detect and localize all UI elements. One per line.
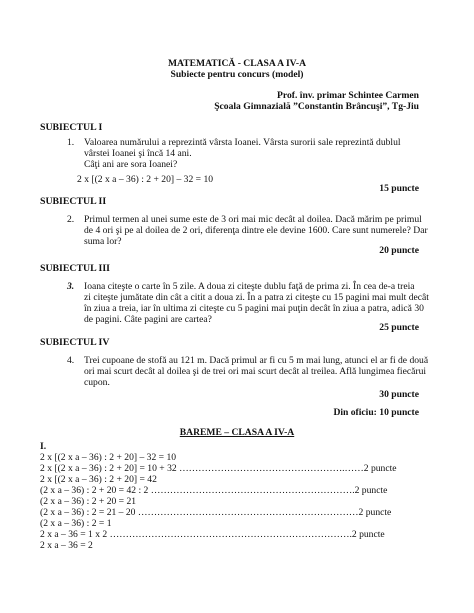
s1-number: 1. [67,137,75,148]
doc-title: MATEMATICĂ - CLASA A IV-A [167,58,307,69]
s3-line-4: de pagini. Câte pagini are cartea? [84,314,212,325]
school-line: Şcoala Gimnazială ”Constantin Brâncuşi”, Tg-Jiu [214,101,419,112]
bareme-line-2: 2 x [(2 x a – 36) : 2 + 20] = 10 + 32 …………………………………………….……2 puncte [40,463,397,474]
s3-line-3: în ziua a treia, iar în ultima zi citeşte cu 5 pagini mai puţin decât în ziua a patra, adică 30 [84,303,424,314]
s4-points: 30 puncte [379,389,419,400]
s3-line-2: zi citeşte jumătate din cât a citit a doua zi. În a patra zi citeşte cu 15 pagini mai mult decât [84,292,429,303]
s2-points: 20 puncte [379,245,419,256]
bareme-line-5: (2 x a – 36) : 2 + 20 = 21 [40,496,137,507]
bareme-line-1: 2 x [(2 x a – 36) : 2 + 20] – 32 = 10 [40,452,177,463]
s1-equation: 2 x [(2 x a – 36) : 2 + 20] – 32 = 10 [77,174,214,185]
s1-line-3: Câţi ani are sora Ioanei? [84,159,178,170]
doc-subtitle: Subiecte pentru concurs (model) [170,69,304,80]
s4-line-3: cupon. [84,377,110,388]
s4-heading: SUBIECTUL IV [40,337,110,348]
oficiu-points: Din oficiu: 10 puncte [333,407,419,418]
s3-heading: SUBIECTUL III [40,263,110,274]
s2-line-3: suma lor? [84,236,122,247]
bareme-line-3: 2 x [(2 x a – 36) : 2 + 20] = 42 [40,474,157,485]
s3-line-1: Ioana citeşte o carte în 5 zile. A doua zi citeşte dublu faţă de prima zi. În cea de-a treia [84,281,415,292]
s2-line-1: Primul termen al unei sume este de 3 ori mai mic decât al doilea. Dacă mărim pe primul [84,214,422,225]
bareme-line-8: 2 x a – 36 = 1 x 2 ………………………………………………………………….2 puncte [40,529,385,540]
s1-heading: SUBIECTUL I [40,122,103,133]
bareme-title: BAREME – CLASA A IV-A [179,427,295,438]
s3-number: 3. [67,281,75,292]
s2-heading: SUBIECTUL II [40,196,107,207]
bareme-line-7: (2 x a – 36) : 2 = 1 [40,518,112,529]
s1-line-1: Valoarea numărului a reprezintă vârsta Ioanei. Vârsta surorii sale reprezintă dublul [84,137,401,148]
s4-line-2: ori mai scurt decât al doilea şi de trei ori mai scurt decât al treilea. Află lungimea fiecărui [84,366,427,377]
s4-line-1: Trei cupoane de stofă au 121 m. Dacă primul ar fi cu 5 m mai lung, atunci el ar fi de două [84,355,429,366]
s2-line-2: de 4 ori şi pe al doilea de 2 ori, diferenţa dintre ele devine 1600. Care sunt numerele? Dar [84,225,428,236]
s4-number: 4. [67,355,75,366]
bareme-line-4: (2 x a – 36) : 2 + 20 = 42 : 2 ……………………………………………………….2 puncte [40,485,388,496]
author-line: Prof. înv. primar Schintee Carmen [277,90,419,101]
bareme-section: I. [40,441,47,452]
s2-number: 2. [67,214,75,225]
s3-points: 25 puncte [379,322,419,333]
bareme-line-6: (2 x a – 36) : 2 = 21 – 20 ……………………………………………………………2 puncte [40,507,392,518]
s1-points: 15 puncte [379,183,419,194]
bareme-line-9: 2 x a – 36 = 2 [40,540,93,551]
s1-line-2: vârstei Ioanei şi încă 14 ani. [84,148,192,159]
